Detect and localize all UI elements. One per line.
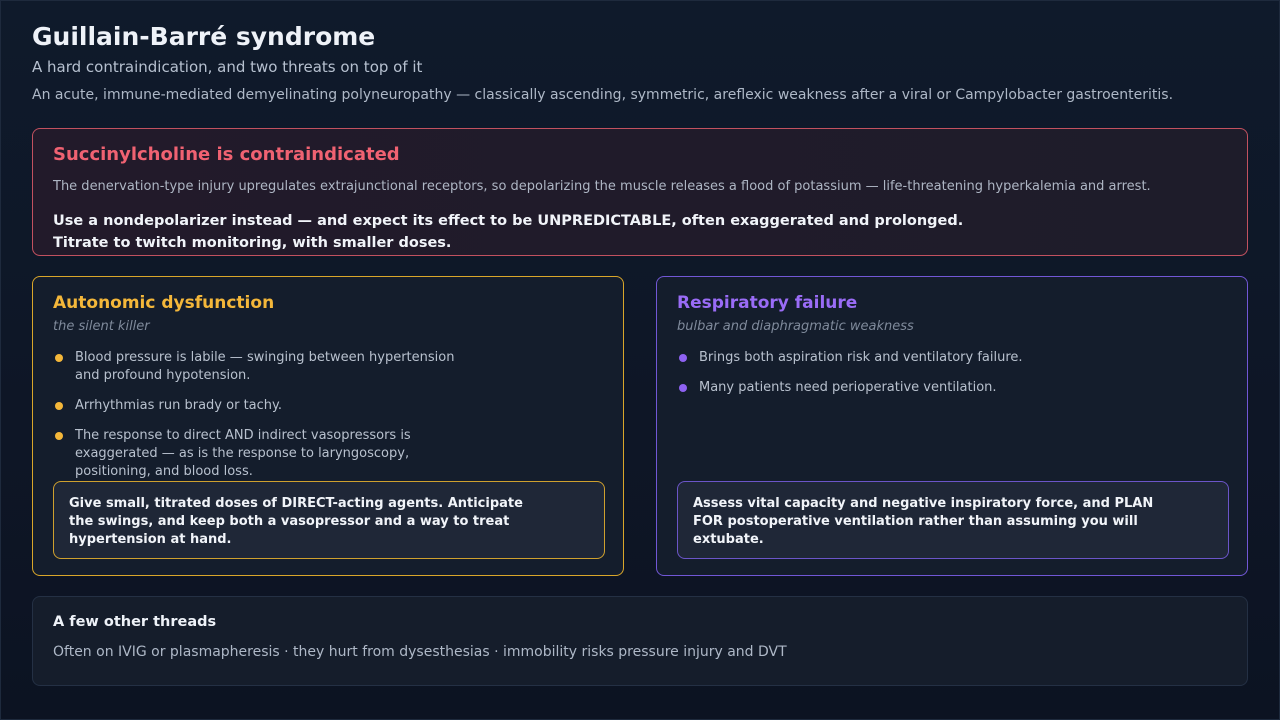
page-subtitle: A hard contraindication, and two threats on top of it (32, 58, 423, 76)
list-item (53, 397, 454, 415)
succinylcholine-emphasis (53, 210, 963, 254)
page-title: Guillain-Barré syndrome (32, 22, 376, 51)
list-item-line: Brings both aspiration risk and ventilatory failure. (699, 350, 1023, 365)
callout-line: Assess vital capacity and negative inspiratory force, and PLAN (693, 496, 1154, 511)
autonomic-list (53, 349, 454, 493)
succinylcholine-title: Succinylcholine is contraindicated (53, 144, 400, 165)
respiratory-list (677, 349, 1023, 409)
bullet-icon (55, 354, 63, 362)
autonomic-card (32, 276, 624, 576)
callout-line: hypertension at hand. (69, 532, 232, 547)
succinylcholine-body: The denervation-type injury upregulates extrajunctional receptors, so depolarizing the muscle releases a flood of potassium — life-threatening hyperkalemia and arrest. (53, 179, 1151, 194)
succinylcholine-emphasis-line: Titrate to twitch monitoring, with smaller doses. (53, 235, 452, 251)
respiratory-subtitle: bulbar and diaphragmatic weakness (677, 319, 914, 334)
other-threads-title: A few other threads (53, 614, 217, 630)
list-item-line: exaggerated — as is the response to laryngoscopy, (75, 446, 410, 461)
succinylcholine-emphasis-line: Use a nondepolarizer instead — and expect its effect to be UNPREDICTABLE, often exaggerated and prolonged. (53, 213, 964, 229)
list-item-line: positioning, and blood loss. (75, 464, 253, 479)
bullet-icon (679, 354, 687, 362)
callout-line: the swings, and keep both a vasopressor and a way to treat (69, 514, 510, 529)
autonomic-subtitle: the silent killer (53, 319, 150, 334)
bullet-icon (679, 384, 687, 392)
bullet-icon (55, 432, 63, 440)
intro-text: An acute, immune-mediated demyelinating polyneuropathy — classically ascending, symmetric, areflexic weakness after a viral or Campylobacter gastroenteritis. (32, 87, 1174, 103)
list-item-line: and profound hypotension. (75, 368, 251, 383)
list-item (53, 427, 454, 481)
respiratory-title: Respiratory failure (677, 293, 858, 313)
list-item-line: Many patients need perioperative ventilation. (699, 380, 997, 395)
other-threads-body: Often on IVIG or plasmapheresis · they hurt from dysesthesias · immobility risks pressure injury and DVT (53, 644, 787, 660)
callout-line: FOR postoperative ventilation rather than assuming you will (693, 514, 1138, 529)
callout-line: Give small, titrated doses of DIRECT-acting agents. Anticipate (69, 496, 523, 511)
list-item-line: Arrhythmias run brady or tachy. (75, 398, 282, 413)
list-item (677, 379, 1023, 397)
respiratory-callout (677, 481, 1229, 559)
succinylcholine-card (32, 128, 1248, 256)
autonomic-callout (53, 481, 605, 559)
bullet-icon (55, 402, 63, 410)
list-item-line: Blood pressure is labile — swinging between hypertension (75, 350, 455, 365)
respiratory-card (656, 276, 1248, 576)
autonomic-title: Autonomic dysfunction (53, 293, 275, 313)
callout-line: extubate. (693, 532, 764, 547)
list-item (53, 349, 454, 385)
other-threads-card (32, 596, 1248, 686)
list-item-line: The response to direct AND indirect vasopressors is (75, 428, 411, 443)
list-item (677, 349, 1023, 367)
